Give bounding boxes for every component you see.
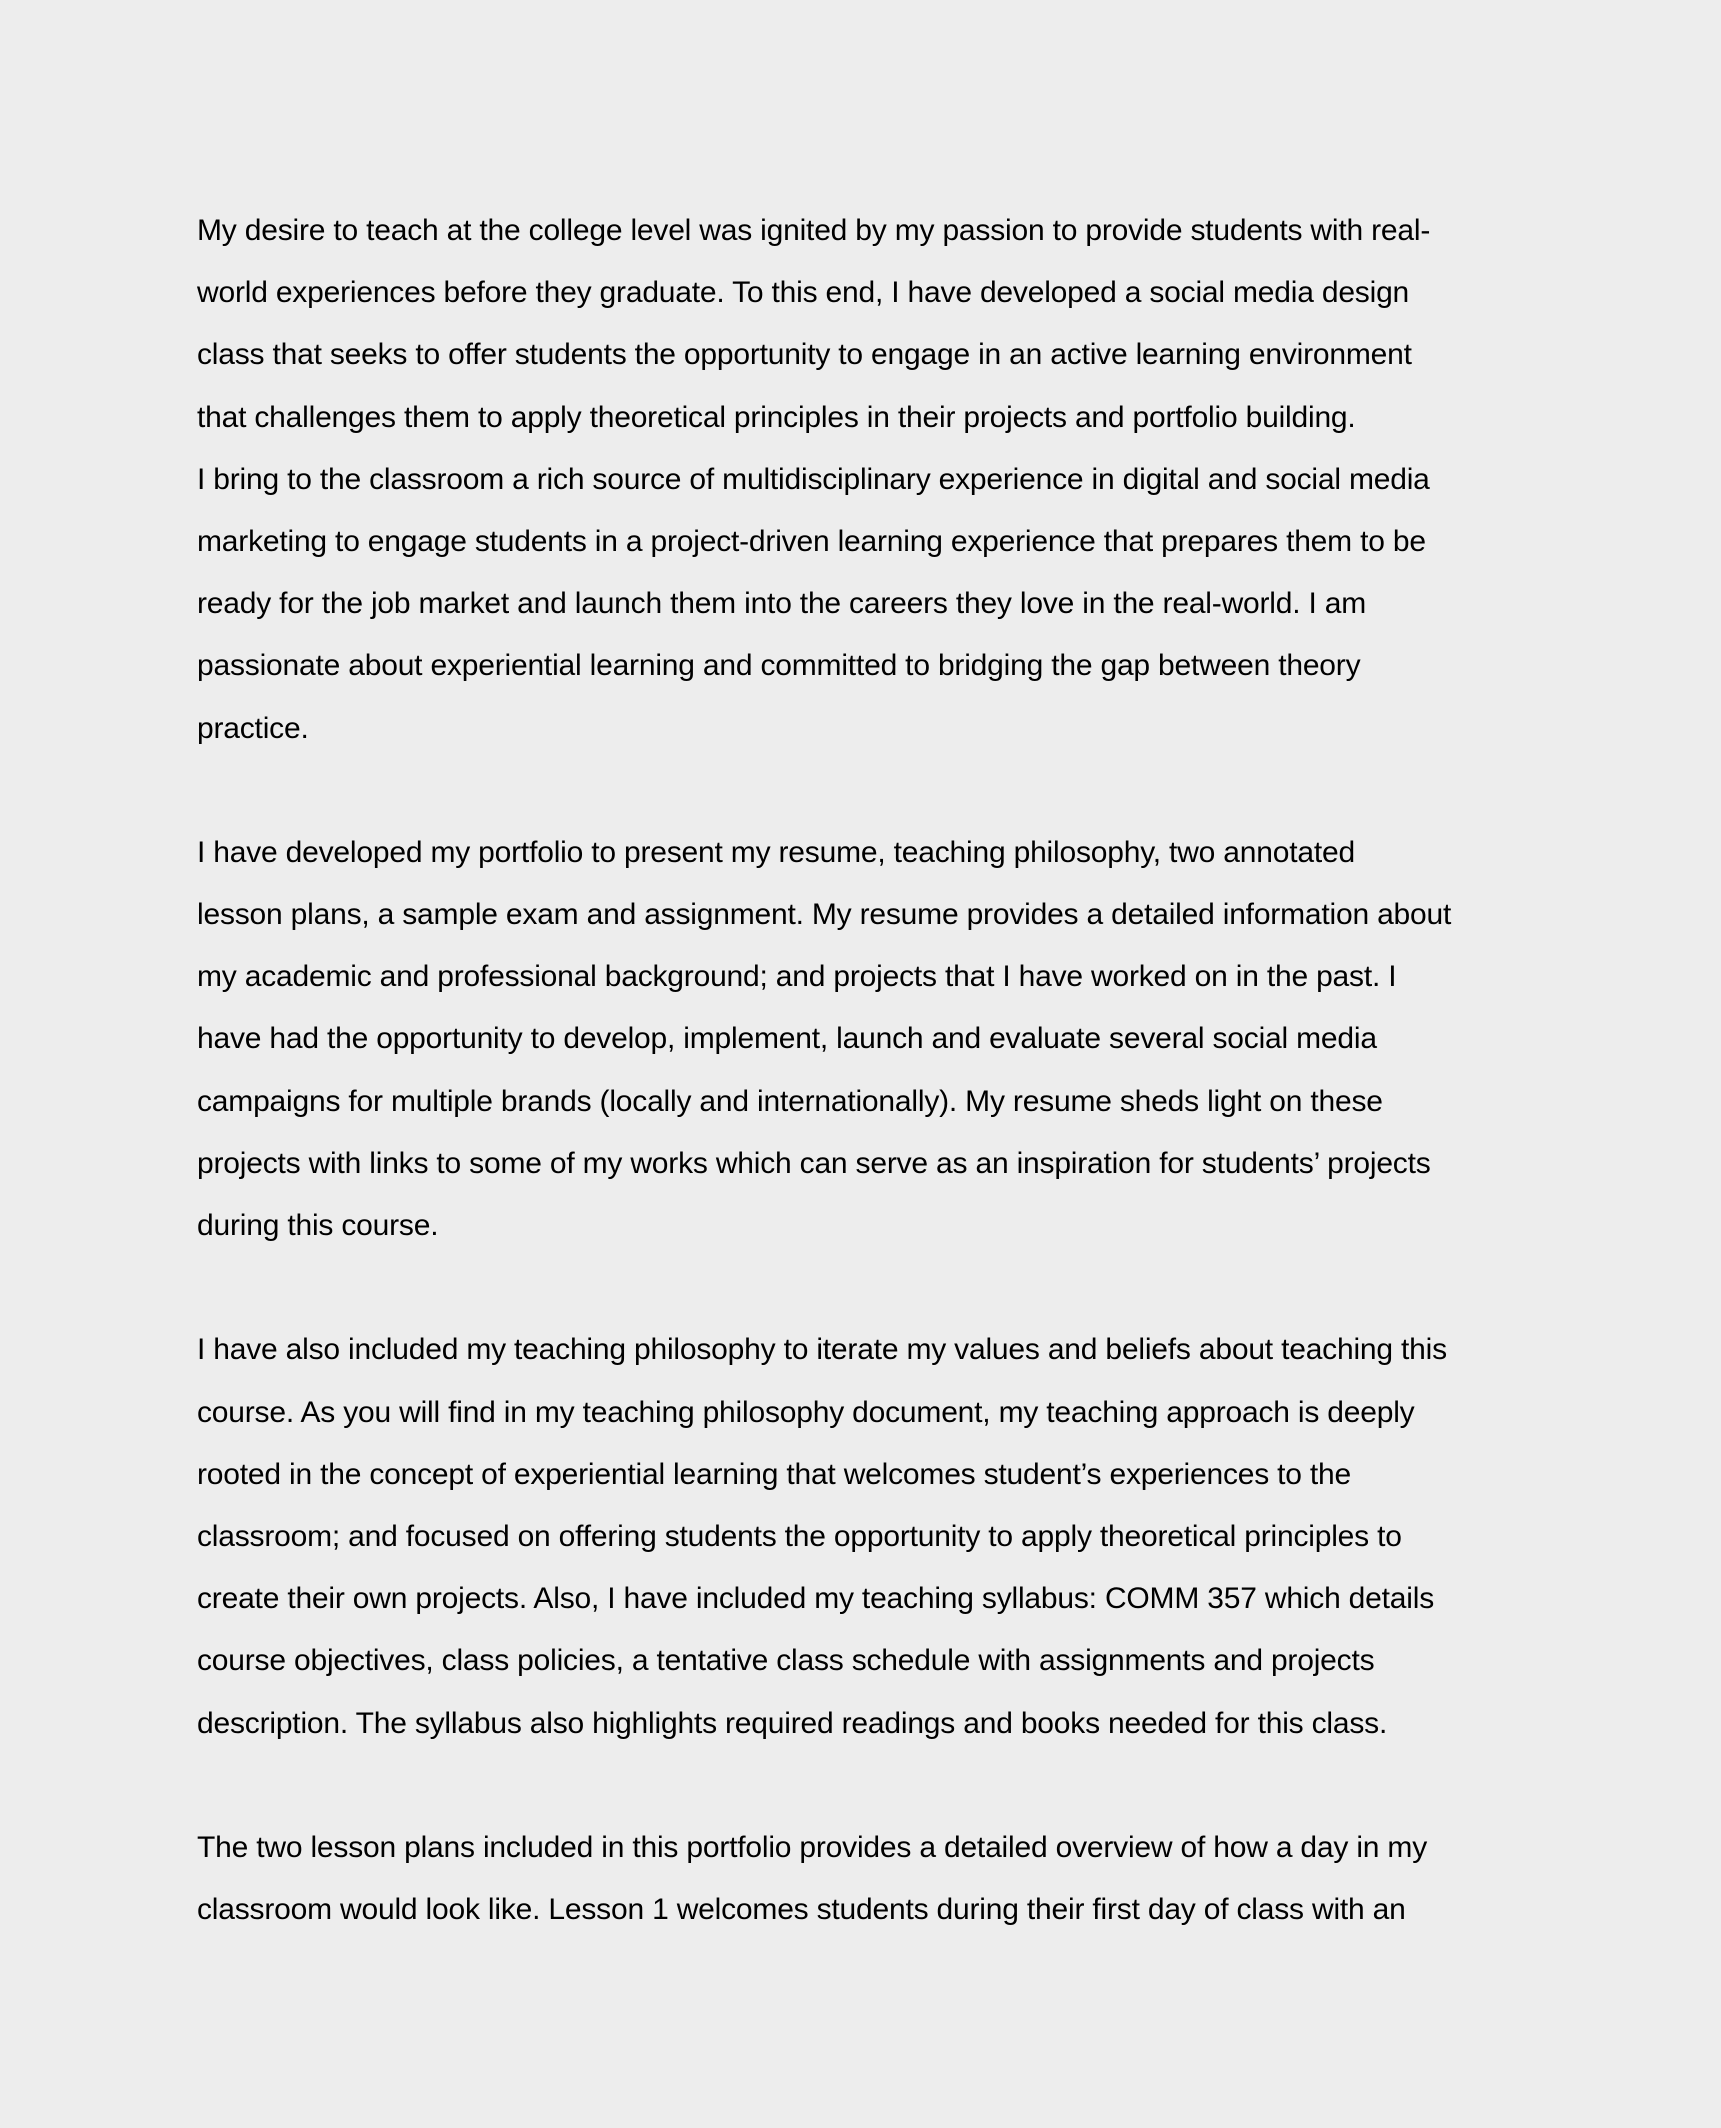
paragraph-3	[197, 1319, 1721, 1754]
text-line: ready for the job market and launch them into the careers they love in the real-world. I am	[197, 587, 1367, 621]
text-line: lesson plans, a sample exam and assignment. My resume provides a detailed information about	[197, 898, 1452, 932]
text-line: course objectives, class policies, a tentative class schedule with assignments and projects	[197, 1644, 1375, 1678]
text-line: classroom; and focused on offering students the opportunity to apply theoretical principles to	[197, 1519, 1402, 1553]
text-line: passionate about experiential learning and committed to bridging the gap between theory	[197, 649, 1361, 683]
text-line: have had the opportunity to develop, implement, launch and evaluate several social media	[197, 1022, 1377, 1056]
paragraph-spacer	[197, 760, 1721, 822]
text-line: create their own projects. Also, I have included my teaching syllabus: COMM 357 which details	[197, 1582, 1435, 1616]
paragraph-spacer	[197, 1257, 1721, 1319]
text-line: I bring to the classroom a rich source of multidisciplinary experience in digital and social media	[197, 462, 1430, 496]
text-line: I have also included my teaching philosophy to iterate my values and beliefs about teaching this	[197, 1333, 1447, 1367]
text-line: during this course.	[197, 1209, 439, 1242]
text-line: course. As you will find in my teaching philosophy document, my teaching approach is deeply	[197, 1395, 1415, 1429]
text-line: My desire to teach at the college level was ignited by my passion to provide students with real-	[197, 214, 1431, 247]
text-line: my academic and professional background; and projects that I have worked on in the past. I	[197, 960, 1397, 994]
text-line: marketing to engage students in a project-driven learning experience that prepares them to be	[197, 524, 1426, 558]
text-line: practice.	[197, 711, 309, 745]
text-line: I have developed my portfolio to present my resume, teaching philosophy, two annotated	[197, 835, 1355, 869]
paragraph-2	[197, 822, 1721, 1257]
paragraph-1	[197, 200, 1721, 760]
text-line: campaigns for multiple brands (locally and internationally). My resume sheds light on these	[197, 1084, 1383, 1118]
text-line: description. The syllabus also highlights required readings and books needed for this class.	[197, 1706, 1388, 1740]
paragraph-4	[197, 1817, 1721, 1941]
text-line: classroom would look like. Lesson 1 welcomes students during their first day of class with an	[197, 1893, 1406, 1927]
text-line: that challenges them to apply theoretical principles in their projects and portfolio building.	[197, 400, 1356, 434]
paragraph-spacer	[197, 1755, 1721, 1817]
text-line: world experiences before they graduate. To this end, I have developed a social media design	[197, 276, 1410, 310]
text-line: rooted in the concept of experiential learning that welcomes student’s experiences to the	[197, 1457, 1352, 1491]
text-line: projects with links to some of my works which can serve as an inspiration for students’ projects	[197, 1146, 1431, 1180]
text-line: The two lesson plans included in this portfolio provides a detailed overview of how a day in my	[197, 1830, 1428, 1864]
text-line: class that seeks to offer students the opportunity to engage in an active learning environment	[197, 338, 1412, 372]
